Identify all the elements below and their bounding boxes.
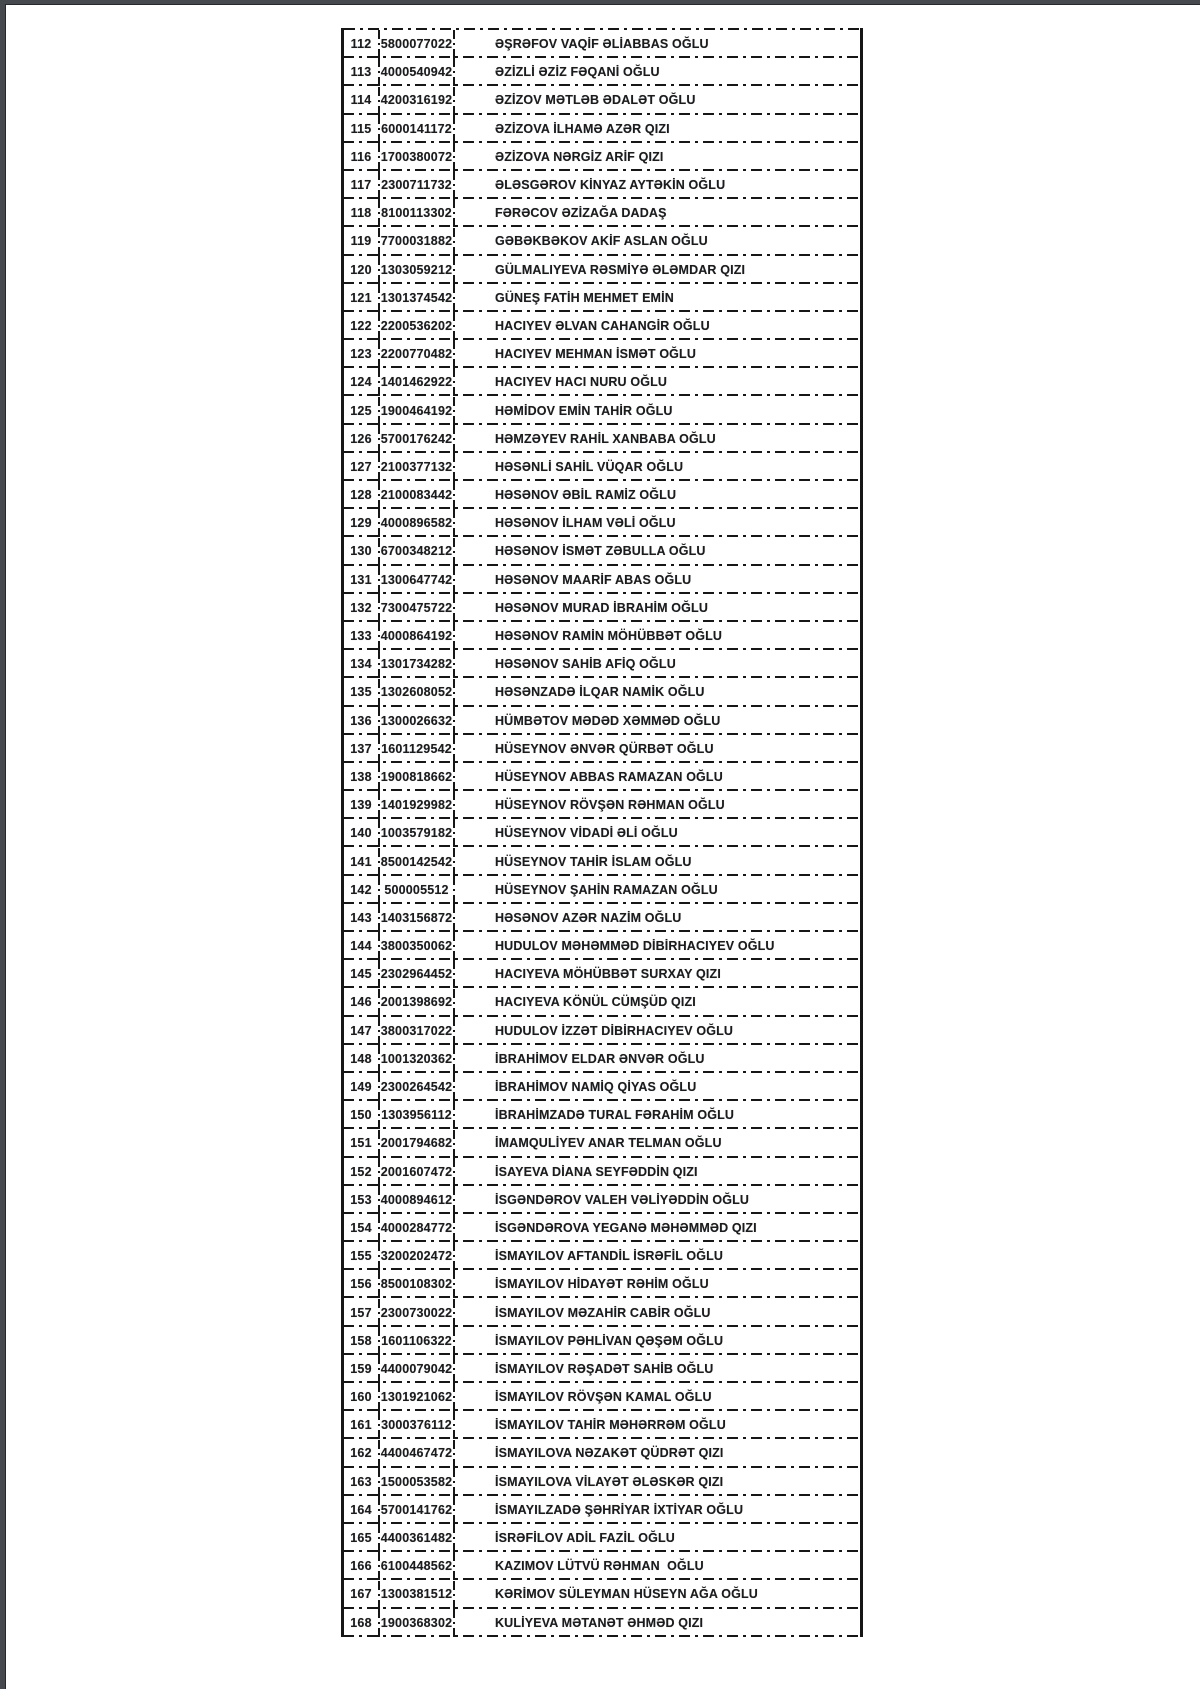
row-number-cell: 143: [344, 904, 378, 932]
id-number-cell: 1301374542: [380, 284, 453, 312]
id-number-cell: 1003579182: [380, 819, 453, 847]
table-row: [344, 1327, 860, 1355]
name-cell: HÜSEYNOV TAHİR İSLAM OĞLU: [495, 854, 692, 869]
row-number-cell: 112: [344, 30, 378, 58]
row-number-cell: 163: [344, 1468, 378, 1496]
row-number-cell: 144: [344, 932, 378, 960]
row-number-cell: 151: [344, 1129, 378, 1157]
row-number-cell: 145: [344, 960, 378, 988]
table-row: [344, 1270, 860, 1298]
table-row: [344, 1129, 860, 1157]
name-cell: İSMAYILOV MƏZAHİR CABİR OĞLU: [495, 1305, 711, 1320]
row-number-cell: 159: [344, 1355, 378, 1383]
id-number-cell: 1301734282: [380, 650, 453, 678]
name-cell: HƏSƏNOV MURAD İBRAHİM OĞLU: [495, 600, 709, 615]
row-number-cell: 118: [344, 199, 378, 227]
row-number-cell: 120: [344, 256, 378, 284]
row-number-cell: 149: [344, 1073, 378, 1101]
row-number-cell: 162: [344, 1439, 378, 1467]
row-number-cell: 160: [344, 1383, 378, 1411]
registry-table: [341, 28, 863, 1637]
row-number-cell: 131: [344, 566, 378, 594]
table-row: [344, 1101, 860, 1129]
name-cell: HÜSEYNOV ABBAS RAMAZAN OĞLU: [495, 769, 723, 784]
row-number-cell: 133: [344, 622, 378, 650]
table-row: [344, 1468, 860, 1496]
id-number-cell: 2100083442: [380, 481, 453, 509]
id-number-cell: 2200536202: [380, 312, 453, 340]
id-number-cell: 1300381512: [380, 1580, 453, 1608]
row-number-cell: 121: [344, 284, 378, 312]
name-cell: GÜNEŞ FATİH MEHMET EMİN: [495, 290, 674, 305]
row-number-cell: 142: [344, 876, 378, 904]
row-number-cell: 130: [344, 537, 378, 565]
table-row: [344, 509, 860, 537]
id-number-cell: 2100377132: [380, 453, 453, 481]
row-number-cell: 139: [344, 791, 378, 819]
row-number-cell: 134: [344, 650, 378, 678]
id-number-cell: 6700348212: [380, 537, 453, 565]
table-row: [344, 960, 860, 988]
row-number-cell: 147: [344, 1017, 378, 1045]
name-cell: HÜSEYNOV RÖVŞƏN RƏHMAN OĞLU: [495, 798, 725, 813]
table-row: [344, 1383, 860, 1411]
id-number-cell: 7300475722: [380, 594, 453, 622]
name-cell: İSMAYILOVA VİLAYƏT ƏLƏSKƏR QIZI: [495, 1474, 724, 1489]
table-row: [344, 622, 860, 650]
id-number-cell: 1303956112: [380, 1101, 453, 1129]
row-number-cell: 127: [344, 453, 378, 481]
id-number-cell: 1300026632: [380, 707, 453, 735]
table-row: [344, 227, 860, 255]
table-row: [344, 368, 860, 396]
row-number-cell: 125: [344, 396, 378, 424]
id-number-cell: 4000894612: [380, 1186, 453, 1214]
name-cell: HƏSƏNOV RAMİN MÖHÜBBƏT OĞLU: [495, 629, 723, 644]
id-number-cell: 1300647742: [380, 566, 453, 594]
table-row: [344, 650, 860, 678]
table-row: [344, 1524, 860, 1552]
name-cell: İBRAHİMZADƏ TURAL FƏRAHİM OĞLU: [495, 1108, 735, 1123]
table-row: [344, 819, 860, 847]
id-number-cell: 8500108302: [380, 1270, 453, 1298]
id-number-cell: 4400467472: [380, 1439, 453, 1467]
row-number-cell: 152: [344, 1158, 378, 1186]
name-cell: İSGƏNDƏROVA YEGANƏ MƏHƏMMƏD QIZI: [495, 1220, 757, 1235]
id-number-cell: 2200770482: [380, 340, 453, 368]
name-cell: ƏZİZOVA NƏRGİZ ARİF QIZI: [495, 149, 664, 164]
name-cell: HƏSƏNOV SAHİB AFİQ OĞLU: [495, 657, 676, 672]
id-number-cell: 4400361482: [380, 1524, 453, 1552]
id-number-cell: 5700141762: [380, 1496, 453, 1524]
id-number-cell: 4400079042: [380, 1355, 453, 1383]
table-row: [344, 115, 860, 143]
table-row: [344, 453, 860, 481]
table-row: [344, 988, 860, 1016]
table-row: [344, 1242, 860, 1270]
row-number-cell: 164: [344, 1496, 378, 1524]
id-number-cell: 1301921062: [380, 1383, 453, 1411]
row-number-cell: 168: [344, 1609, 378, 1637]
id-number-cell: 2001794682: [380, 1129, 453, 1157]
name-cell: HACIYEV MEHMAN İSMƏT OĞLU: [495, 347, 697, 362]
name-cell: ƏZİZOV MƏTLƏB ƏDALƏT OĞLU: [495, 93, 696, 108]
table-row: [344, 876, 860, 904]
id-number-cell: 3000376112: [380, 1411, 453, 1439]
id-number-cell: 500005512: [380, 876, 453, 904]
table-row: [344, 1045, 860, 1073]
name-cell: İSMAYILOVA NƏZAKƏT QÜDRƏT QIZI: [495, 1446, 724, 1461]
row-number-cell: 124: [344, 368, 378, 396]
name-cell: İSMAYILZADƏ ŞƏHRİYAR İXTİYAR OĞLU: [495, 1502, 744, 1517]
name-cell: İSRƏFİLOV ADİL FAZİL OĞLU: [495, 1531, 675, 1546]
id-number-cell: 8100113302: [380, 199, 453, 227]
row-number-cell: 128: [344, 481, 378, 509]
id-number-cell: 1900464192: [380, 396, 453, 424]
id-number-cell: 1001320362: [380, 1045, 453, 1073]
name-cell: HÜMBƏTOV MƏDƏD XƏMMƏD OĞLU: [495, 713, 721, 728]
table-row: [344, 1496, 860, 1524]
name-cell: HƏSƏNOV MAARİF ABAS OĞLU: [495, 572, 692, 587]
name-cell: HACIYEVA MÖHÜBBƏT SURXAY QIZI: [495, 967, 721, 982]
name-cell: GƏBƏKBƏKOV AKİF ASLAN OĞLU: [495, 234, 708, 249]
row-number-cell: 122: [344, 312, 378, 340]
name-cell: İMAMQULİYEV ANAR TELMAN OĞLU: [495, 1136, 722, 1151]
table-row: [344, 707, 860, 735]
row-number-cell: 146: [344, 988, 378, 1016]
row-number-cell: 165: [344, 1524, 378, 1552]
id-number-cell: 1700380072: [380, 143, 453, 171]
name-cell: HÜSEYNOV ŞAHİN RAMAZAN OĞLU: [495, 882, 718, 897]
row-number-cell: 156: [344, 1270, 378, 1298]
row-number-cell: 166: [344, 1552, 378, 1580]
name-cell: İSGƏNDƏROV VALEH VƏLİYƏDDİN OĞLU: [495, 1192, 750, 1207]
row-number-cell: 126: [344, 425, 378, 453]
id-number-cell: 6100448562: [380, 1552, 453, 1580]
row-number-cell: 116: [344, 143, 378, 171]
table-row: [344, 312, 860, 340]
name-cell: İSMAYILOV TAHİR MƏHƏRRƏM OĞLU: [495, 1418, 726, 1433]
id-number-cell: 5800077022: [380, 30, 453, 58]
row-number-cell: 167: [344, 1580, 378, 1608]
name-cell: HƏSƏNZADƏ İLQAR NAMİK OĞLU: [495, 685, 705, 700]
table-row: [344, 199, 860, 227]
row-number-cell: 137: [344, 735, 378, 763]
table-row: [344, 30, 860, 58]
table-row: [344, 425, 860, 453]
row-number-cell: 140: [344, 819, 378, 847]
table-row: [344, 284, 860, 312]
table-row: [344, 143, 860, 171]
id-number-cell: 4000284772: [380, 1214, 453, 1242]
table-row: [344, 171, 860, 199]
table-row: [344, 1073, 860, 1101]
table-row: [344, 58, 860, 86]
id-number-cell: 1401462922: [380, 368, 453, 396]
row-number-cell: 153: [344, 1186, 378, 1214]
name-cell: ƏŞRƏFOV VAQİF ƏLİABBAS OĞLU: [495, 37, 709, 52]
id-number-cell: 3800317022: [380, 1017, 453, 1045]
id-number-cell: 2300730022: [380, 1298, 453, 1326]
table-row: [344, 86, 860, 114]
row-number-cell: 114: [344, 86, 378, 114]
name-cell: FƏRƏCOV ƏZİZAĞA DADAŞ: [495, 206, 667, 221]
id-number-cell: 4000864192: [380, 622, 453, 650]
name-cell: HACIYEV ƏLVAN CAHANGİR OĞLU: [495, 318, 710, 333]
name-cell: İBRAHİMOV NAMİQ QİYAS OĞLU: [495, 1080, 697, 1095]
name-cell: KAZIMOV LÜTVÜ RƏHMAN OĞLU: [495, 1559, 704, 1574]
row-number-cell: 155: [344, 1242, 378, 1270]
table-row: [344, 481, 860, 509]
row-number-cell: 123: [344, 340, 378, 368]
name-cell: HACIYEV HACI NURU OĞLU: [495, 375, 668, 390]
name-cell: İSMAYILOV HİDAYƏT RƏHİM OĞLU: [495, 1277, 709, 1292]
row-number-cell: 157: [344, 1298, 378, 1326]
name-cell: KULİYEVA MƏTANƏT ƏHMƏD QIZI: [495, 1615, 704, 1630]
table-row: [344, 847, 860, 875]
id-number-cell: 1303059212: [380, 256, 453, 284]
name-cell: HƏSƏNOV ƏBİL RAMİZ OĞLU: [495, 488, 677, 503]
id-number-cell: 7700031882: [380, 227, 453, 255]
id-number-cell: 1401929982: [380, 791, 453, 819]
name-cell: HƏSƏNLİ SAHİL VÜQAR OĞLU: [495, 459, 684, 474]
table-row: [344, 566, 860, 594]
id-number-cell: 1500053582: [380, 1468, 453, 1496]
name-cell: İSAYEVA DİANA SEYFƏDDİN QIZI: [495, 1164, 698, 1179]
id-number-cell: 4200316192: [380, 86, 453, 114]
name-cell: İSMAYILOV RÖVŞƏN KAMAL OĞLU: [495, 1390, 712, 1405]
row-number-cell: 148: [344, 1045, 378, 1073]
row-number-cell: 129: [344, 509, 378, 537]
id-number-cell: 2302964452: [380, 960, 453, 988]
row-number-cell: 132: [344, 594, 378, 622]
row-number-cell: 115: [344, 115, 378, 143]
name-cell: HƏMZƏYEV RAHİL XANBABA OĞLU: [495, 431, 716, 446]
name-cell: ƏZİZLİ ƏZİZ FƏQANİ OĞLU: [495, 65, 660, 80]
name-cell: İBRAHİMOV ELDAR ƏNVƏR OĞLU: [495, 1051, 705, 1066]
name-cell: HACIYEVA KÖNÜL CÜMŞÜD QIZI: [495, 995, 696, 1010]
table-row: [344, 396, 860, 424]
table-row: [344, 1186, 860, 1214]
name-cell: HUDULOV MƏHƏMMƏD DİBİRHACIYEV OĞLU: [495, 939, 775, 954]
id-number-cell: 1601106322: [380, 1327, 453, 1355]
id-number-cell: 4000896582: [380, 509, 453, 537]
id-number-cell: 1302608052: [380, 678, 453, 706]
name-cell: GÜLMALIYEVA RƏSMİYƏ ƏLƏMDAR QIZI: [495, 262, 746, 277]
table-row: [344, 1552, 860, 1580]
table-row: [344, 1158, 860, 1186]
row-number-cell: 135: [344, 678, 378, 706]
name-cell: ƏZİZOVA İLHAMƏ AZƏR QIZI: [495, 121, 670, 136]
id-number-cell: 3200202472: [380, 1242, 453, 1270]
id-number-cell: 2001607472: [380, 1158, 453, 1186]
row-number-cell: 113: [344, 58, 378, 86]
name-cell: HÜSEYNOV VİDADİ ƏLİ OĞLU: [495, 826, 678, 841]
name-cell: HÜSEYNOV ƏNVƏR QÜRBƏT OĞLU: [495, 741, 714, 756]
name-cell: İSMAYILOV RƏŞADƏT SAHİB OĞLU: [495, 1361, 714, 1376]
table-row: [344, 1580, 860, 1608]
table-row: [344, 678, 860, 706]
id-number-cell: 1900818662: [380, 763, 453, 791]
row-number-cell: 161: [344, 1411, 378, 1439]
row-number-cell: 138: [344, 763, 378, 791]
name-cell: İSMAYILOV PƏHLİVAN QƏŞƏM OĞLU: [495, 1333, 724, 1348]
row-number-cell: 154: [344, 1214, 378, 1242]
row-number-cell: 119: [344, 227, 378, 255]
table-row: [344, 1355, 860, 1383]
row-number-cell: 150: [344, 1101, 378, 1129]
table-row: [344, 1298, 860, 1326]
name-cell: İSMAYILOV AFTANDİL İSRƏFİL OĞLU: [495, 1249, 724, 1264]
id-number-cell: 2300264542: [380, 1073, 453, 1101]
table-row: [344, 763, 860, 791]
id-number-cell: 5700176242: [380, 425, 453, 453]
id-number-cell: 3800350062: [380, 932, 453, 960]
table-row: [344, 594, 860, 622]
table-row: [344, 904, 860, 932]
id-number-cell: 1403156872: [380, 904, 453, 932]
name-cell: HƏSƏNOV AZƏR NAZİM OĞLU: [495, 910, 682, 925]
table-row: [344, 932, 860, 960]
name-cell: HƏSƏNOV İLHAM VƏLİ OĞLU: [495, 516, 676, 531]
id-number-cell: 2300711732: [380, 171, 453, 199]
id-number-cell: 8500142542: [380, 847, 453, 875]
row-number-cell: 158: [344, 1327, 378, 1355]
document-page: [5, 4, 1200, 1689]
row-number-cell: 117: [344, 171, 378, 199]
table-row: [344, 791, 860, 819]
table-row: [344, 735, 860, 763]
name-cell: HUDULOV İZZƏT DİBİRHACIYEV OĞLU: [495, 1023, 734, 1038]
table-row: [344, 1017, 860, 1045]
name-cell: ƏLƏSGƏROV KİNYAZ AYTƏKİN OĞLU: [495, 178, 726, 193]
name-cell: KƏRİMOV SÜLEYMAN HÜSEYN AĞA OĞLU: [495, 1587, 758, 1602]
table-row: [344, 340, 860, 368]
table-row: [344, 256, 860, 284]
id-number-cell: 6000141172: [380, 115, 453, 143]
id-number-cell: 2001398692: [380, 988, 453, 1016]
id-number-cell: 1601129542: [380, 735, 453, 763]
row-number-cell: 136: [344, 707, 378, 735]
name-cell: HƏSƏNOV İSMƏT ZƏBULLA OĞLU: [495, 544, 706, 559]
table-row: [344, 1411, 860, 1439]
table-row: [344, 1609, 860, 1637]
id-number-cell: 4000540942: [380, 58, 453, 86]
id-number-cell: 1900368302: [380, 1609, 453, 1637]
table-row: [344, 1439, 860, 1467]
name-cell: HƏMİDOV EMİN TAHİR OĞLU: [495, 403, 673, 418]
table-row: [344, 1214, 860, 1242]
table-row: [344, 537, 860, 565]
row-number-cell: 141: [344, 847, 378, 875]
